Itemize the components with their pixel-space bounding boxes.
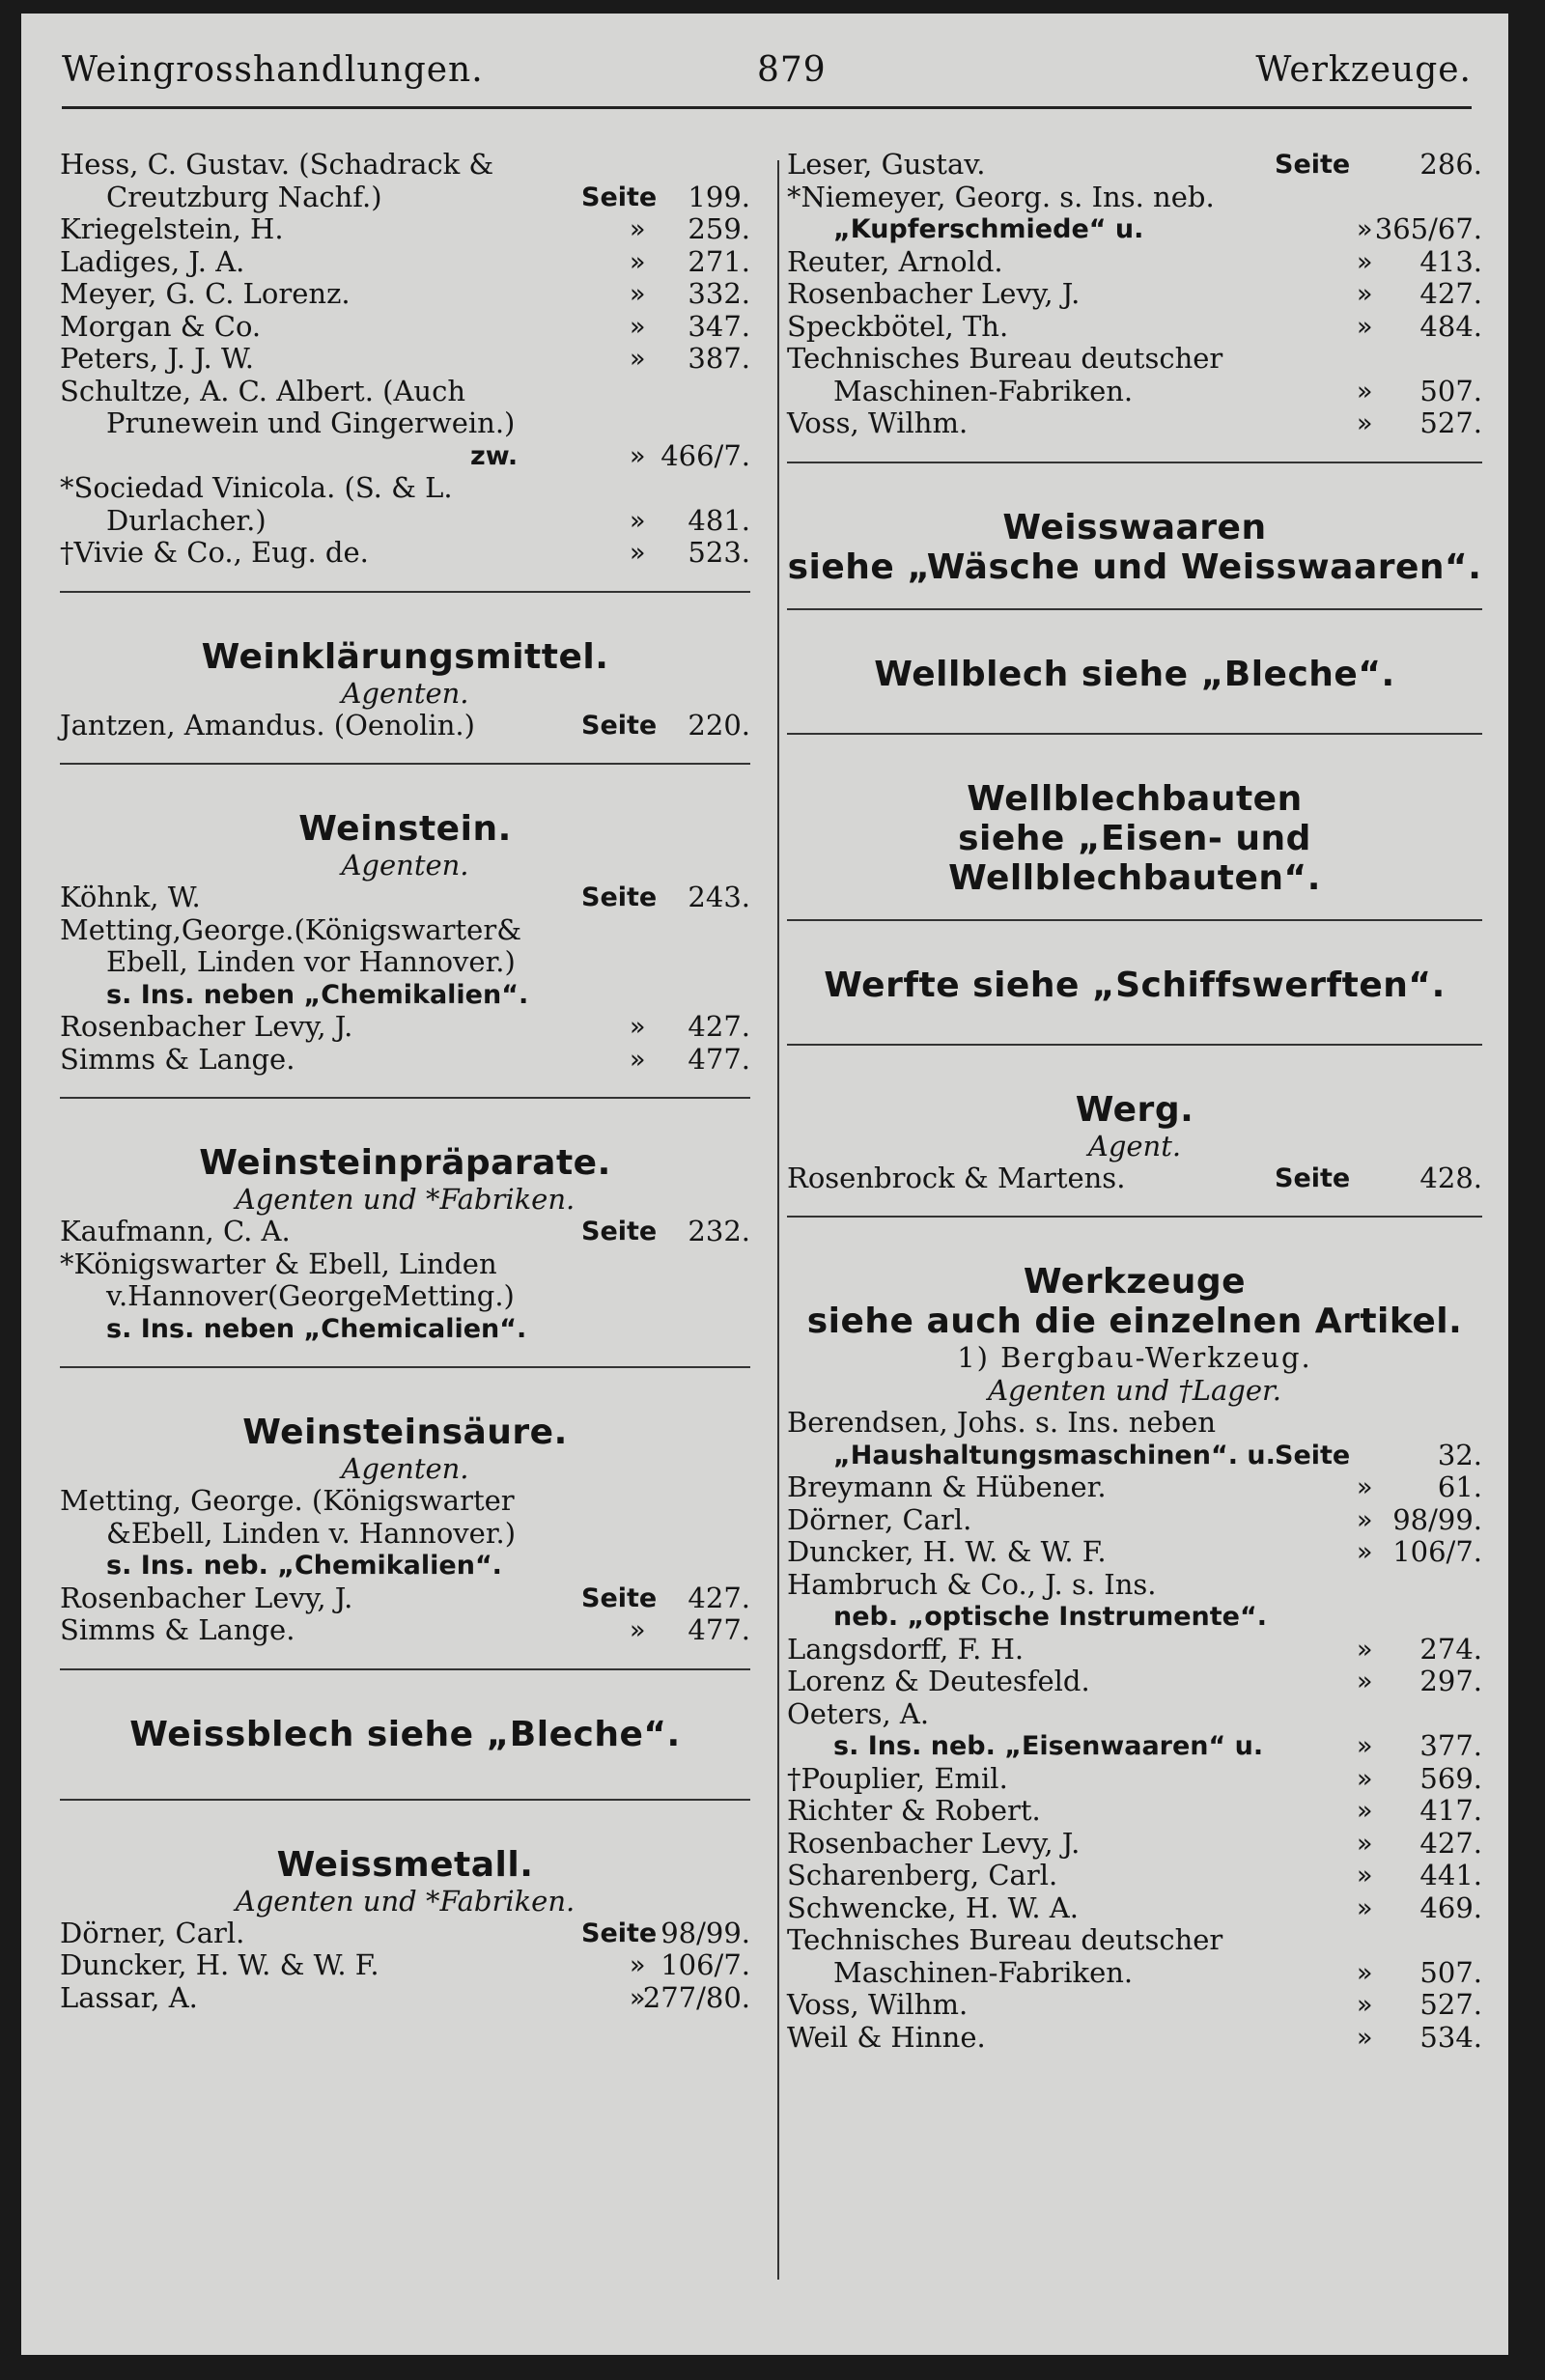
page-reference: 32. [1437,1438,1482,1471]
ditto-mark: » [630,1012,646,1042]
seite-label: Seite [1275,1440,1351,1470]
page-reference: 271. [688,244,750,278]
section-crossref: siehe auch die einzelnen Artikel. [806,1302,1463,1341]
section-title-weinklaerungsmittel: Weinklärungsmittel. [201,636,609,677]
directory-entry [787,1569,1482,1602]
entry-name: Rosenbacher Levy, J. [787,277,1081,310]
entry-name: Voss, Wilhm. [787,406,969,439]
directory-entry [787,1698,1482,1731]
entry-name: Kaufmann, C. A. [60,1215,291,1247]
entry-name: Prunewein und Gingerwein.) [106,406,516,439]
page-reference: 106/7. [660,1948,750,1981]
page-reference: 441. [1419,1859,1482,1891]
entry-name: Voss, Wilhm. [787,1988,969,2021]
entry-name: Weil & Hinne. [787,2020,986,2054]
directory-entry [60,914,750,947]
ditto-mark: » [1357,214,1373,244]
ditto-mark: » [630,1615,646,1645]
entry-list [60,1216,750,1345]
section-title-weinsteinsaeure: Weinsteinsäure. [242,1413,568,1452]
entry-name: Kriegelstein, H. [60,212,284,245]
entry-name: Maschinen-Fabriken. [833,374,1134,407]
directory-entry [60,505,750,538]
directory-entry [60,149,750,182]
page-reference: 428. [1419,1161,1482,1194]
entry-name: „Haushaltungsmaschinen“. u. [833,1440,1276,1470]
ditto-mark: » [630,505,646,536]
page-reference: 387. [688,342,750,375]
ditto-mark: » [1357,1892,1373,1923]
page-reference: 484. [1419,309,1482,343]
entry-name: s. Ins. neben „Chemicalien“. [106,1313,527,1344]
entry-list [60,1485,750,1647]
directory-entry [787,1440,1482,1472]
entry-name: Hambruch & Co., J. s. Ins. [787,1567,1157,1601]
seite-label: Seite [1275,150,1351,180]
section-crossref: siehe „Eisen- und Wellblechbauten“. [948,818,1321,898]
directory-entry [787,407,1482,440]
entry-name: Schultze, A. C. Albert. (Auch [60,374,465,407]
directory-entry [787,1795,1482,1828]
entry-name: Durlacher.) [106,503,267,537]
page-reference: 297. [1419,1665,1482,1697]
page-reference: 347. [688,309,750,343]
section-title-wellblechbauten: Wellblechbauten [967,778,1303,819]
entry-name: Dörner, Carl. [787,1502,972,1536]
entry-name: Duncker, H. W. & W. F. [787,1535,1107,1568]
directory-entry [60,407,750,440]
entry-name: &Ebell, Linden v. Hannover.) [106,1516,517,1550]
seite-label: Seite [581,882,658,912]
section-subtitle: Agenten und *Fabriken. [235,1884,576,1918]
entry-name: Ebell, Linden vor Hannover.) [106,945,516,978]
subsection-heading: 1) Bergbau-Werkzeug. [957,1341,1312,1374]
entry-name: Creutzburg Nachf.) [106,180,382,213]
directory-entry [787,1828,1482,1861]
directory-entry [787,343,1482,376]
directory-entry [60,1485,750,1518]
ditto-mark: » [630,1982,646,2013]
directory-entry [787,213,1482,246]
ditto-mark: » [630,538,646,568]
ditto-mark: » [1357,246,1373,277]
entry-name: Lassar, A. [60,1980,198,2014]
entry-list [60,1918,750,2015]
entry-list [60,710,750,742]
ditto-mark: » [1357,1828,1373,1859]
entry-name: Berendsen, Johs. s. Ins. neben [787,1406,1216,1439]
directory-entry [60,472,750,505]
header-right: Werkzeuge. [1255,50,1472,90]
directory-entry [60,1313,750,1346]
page-reference: 477. [688,1042,750,1076]
directory-entry [787,1924,1482,1957]
page-reference: 523. [688,536,750,569]
section-subtitle: Agenten. [341,849,469,882]
ditto-mark: » [630,1044,646,1075]
entry-name: Köhnk, W. [60,881,201,913]
page-reference: 569. [1419,1761,1482,1795]
entry-name: Peters, J. J. W. [60,342,254,375]
page-reference: 106/7. [1392,1535,1482,1568]
header-rule [62,106,1472,109]
ditto-mark: » [630,214,646,244]
directory-entry [60,1280,750,1313]
directory-entry [787,1892,1482,1925]
entry-name: zw. [470,440,519,471]
header-left: Weingrosshandlungen. [62,50,484,90]
entry-name: Metting, George. (Königswarter [60,1484,515,1517]
ditto-mark: » [1357,279,1373,309]
directory-entry [787,246,1482,279]
section-title-weisswaaren: Weisswaaren [1002,507,1267,547]
directory-entry [787,2022,1482,2055]
directory-entry [60,278,750,311]
directory-entry [60,343,750,376]
entry-name: Technisches Bureau deutscher [787,1923,1223,1956]
entry-name: Rosenbacher Levy, J. [787,1826,1081,1860]
page-reference: 527. [1419,1988,1482,2021]
entry-name: Leser, Gustav. [787,148,986,181]
entry-name: s. Ins. neb. „Chemikalien“. [106,1551,502,1581]
entry-name: *Niemeyer, Georg. s. Ins. neb. [787,180,1215,213]
page-reference: 243. [688,881,750,913]
seite-label: Seite [581,182,658,212]
right-column [787,149,1482,2054]
entry-name: Rosenbacher Levy, J. [60,1010,353,1043]
directory-entry [60,537,750,570]
page-reference: 220. [688,708,750,742]
entry-list [787,1162,1482,1195]
directory-entry [787,1407,1482,1440]
directory-entry [60,182,750,214]
entry-name: Richter & Robert. [787,1794,1041,1827]
entry-name: Simms & Lange. [60,1613,295,1646]
page-reference: 507. [1419,374,1482,407]
section-subtitle: Agenten. [341,1452,469,1485]
ditto-mark: » [630,344,646,374]
ditto-mark: » [1357,1763,1373,1794]
directory-entry [60,1982,750,2015]
section-subtitle: Agenten. [341,676,469,710]
entry-name: Lorenz & Deutesfeld. [787,1665,1090,1697]
entry-name: Breymann & Hübener. [787,1470,1107,1503]
directory-entry [60,440,750,473]
ditto-mark: » [1357,1537,1373,1567]
directory-entry [60,311,750,344]
directory-entry [60,1582,750,1615]
ditto-mark: » [1357,1990,1373,2020]
ditto-mark: » [630,440,646,471]
page-reference: 427. [688,1010,750,1043]
directory-entry [60,1011,750,1044]
entry-name: Duncker, H. W. & W. F. [60,1948,379,1981]
entry-list [787,149,1482,440]
page-reference: 427. [1419,1826,1482,1860]
entry-name: Rosenbacher Levy, J. [60,1581,353,1614]
directory-entry [787,1634,1482,1666]
directory-entry [60,1518,750,1551]
page-reference: 427. [1419,277,1482,310]
section-title-weissmetall: Weissmetall. [276,1844,534,1885]
entry-name: Maschinen-Fabriken. [833,1955,1134,1989]
entry-name: „Kupferschmiede“ u. [833,214,1144,244]
directory-entry [787,1666,1482,1698]
directory-entry [787,1601,1482,1634]
seite-label: Seite [581,1217,658,1246]
directory-entry [60,1248,750,1281]
ditto-mark: » [1357,1731,1373,1761]
ditto-mark: » [1357,1796,1373,1826]
entry-name: Speckbötel, Th. [787,309,1009,343]
ditto-mark: » [1357,408,1373,438]
directory-entry [60,1044,750,1077]
entry-name: Simms & Lange. [60,1042,295,1076]
section-title-weinstein: Weinstein. [298,809,512,849]
entry-name: Reuter, Arnold. [787,244,1003,278]
directory-entry [60,979,750,1012]
directory-entry [787,149,1482,182]
page-reference: 527. [1419,406,1482,439]
ditto-mark: » [1357,1957,1373,1988]
running-header [62,50,1472,104]
page-reference: 199. [688,180,750,213]
ditto-mark: » [1357,1472,1373,1502]
page-reference: 277/80. [642,1980,750,2014]
section-subtitle: Agenten und *Fabriken. [235,1183,576,1216]
entry-name: Jantzen, Amandus. (Oenolin.) [60,708,475,742]
seite-label: Seite [581,1582,658,1613]
left-column [60,149,750,2014]
page-reference: 286. [1419,148,1482,181]
directory-entry [60,1918,750,1950]
ditto-mark: » [1357,1504,1373,1535]
page-reference: 477. [688,1613,750,1646]
directory-entry [60,376,750,408]
directory-entry [60,710,750,742]
entry-list [60,882,750,1076]
section-subtitle: Agent. [1087,1129,1182,1162]
page-reference: 507. [1419,1955,1482,1989]
section-title-weissblech: Weissblech siehe „Bleche“. [129,1714,681,1754]
directory-entry [787,1763,1482,1796]
seite-label: Seite [581,710,658,741]
directory-entry [787,182,1482,214]
directory-entry [787,1730,1482,1763]
entry-name: Rosenbrock & Martens. [787,1161,1126,1194]
entry-name: neb. „optische Instrumente“. [833,1602,1267,1632]
entry-name: †Vivie & Co., Eug. de. [60,536,369,569]
directory-entry [60,882,750,914]
directory-entry [60,1550,750,1582]
ditto-mark: » [630,1950,646,1980]
directory-entry [787,311,1482,344]
entry-name: Meyer, G. C. Lorenz. [60,277,351,310]
directory-entry [787,1957,1482,1990]
page-reference: 61. [1437,1470,1482,1503]
section-title-werkzeuge: Werkzeuge [1023,1262,1247,1302]
entry-name: Metting,George.(Königswarter& [60,912,522,946]
directory-entry [60,946,750,979]
entry-name: Schwencke, H. W. A. [787,1890,1079,1924]
directory-entry [787,1860,1482,1892]
directory-entry [787,1471,1482,1504]
entry-name: *Sociedad Vinicola. (S. & L. [60,471,453,504]
directory-entry [787,1504,1482,1537]
entry-list [787,1407,1482,2054]
entry-name: Scharenberg, Carl. [787,1859,1058,1891]
seite-label: Seite [581,1918,658,1948]
directory-entry [60,213,750,246]
page-reference: 365/67. [1374,212,1482,245]
directory-entry [787,1536,1482,1569]
ditto-mark: » [1357,1634,1373,1665]
ditto-mark: » [1357,1666,1373,1696]
ditto-mark: » [1357,2022,1373,2053]
page-reference: 232. [688,1215,750,1247]
ditto-mark: » [630,246,646,277]
ditto-mark: » [630,279,646,309]
directory-page [21,14,1508,2355]
page-reference: 427. [688,1581,750,1614]
section-title-wellblech: Wellblech siehe „Bleche“. [874,654,1395,694]
entry-name: s. Ins. neben „Chemikalien“. [106,979,529,1010]
page-reference: 466/7. [660,438,750,472]
entry-name: Langsdorff, F. H. [787,1632,1025,1666]
ditto-mark: » [1357,311,1373,342]
directory-entry [60,1949,750,1982]
entry-name: Hess, C. Gustav. (Schadrack & [60,148,494,181]
page-reference: 98/99. [1392,1502,1482,1536]
seite-label: Seite [1275,1162,1351,1193]
page-reference: 534. [1419,2020,1482,2054]
entry-name: s. Ins. neb. „Eisenwaaren“ u. [833,1731,1264,1761]
section-title-werg: Werg. [1075,1089,1194,1130]
directory-entry [60,1614,750,1647]
entry-name: Morgan & Co. [60,309,262,343]
entry-name: Technisches Bureau deutscher [787,342,1223,375]
page-number: 879 [757,50,827,90]
ditto-mark: » [630,311,646,342]
page-reference: 274. [1419,1632,1482,1666]
ditto-mark: » [1357,1861,1373,1890]
directory-entry [787,1162,1482,1195]
directory-entry [787,376,1482,408]
column-divider [777,160,779,2280]
directory-entry [60,1216,750,1248]
entry-name: Ladiges, J. A. [60,244,245,278]
page-reference: 413. [1419,244,1482,278]
entry-name: v.Hannover(GeorgeMetting.) [106,1279,515,1312]
page-reference: 469. [1419,1890,1482,1924]
directory-entry [787,278,1482,311]
entry-name: †Pouplier, Emil. [787,1761,1008,1795]
ditto-mark: » [1357,376,1373,406]
page-reference: 98/99. [660,1916,750,1949]
directory-entry [787,1989,1482,2022]
page-reference: 417. [1419,1794,1482,1827]
page-reference: 259. [688,212,750,245]
section-subtitle: Agenten und †Lager. [988,1374,1281,1407]
entry-name: Dörner, Carl. [60,1916,245,1949]
page-reference: 332. [688,277,750,310]
directory-entry [60,246,750,279]
entry-name: Oeters, A. [787,1696,930,1730]
page-reference: 377. [1419,1729,1482,1762]
section-title-werfte: Werfte siehe „Schiffswerften“. [824,965,1446,1005]
section-crossref: siehe „Wäsche und Weisswaaren“. [787,546,1482,587]
entry-name: *Königswarter & Ebell, Linden [60,1246,497,1280]
section-title-weinsteinpraeparate: Weinsteinpräparate. [199,1143,611,1183]
page-reference: 481. [688,503,750,537]
entry-list [60,149,750,570]
